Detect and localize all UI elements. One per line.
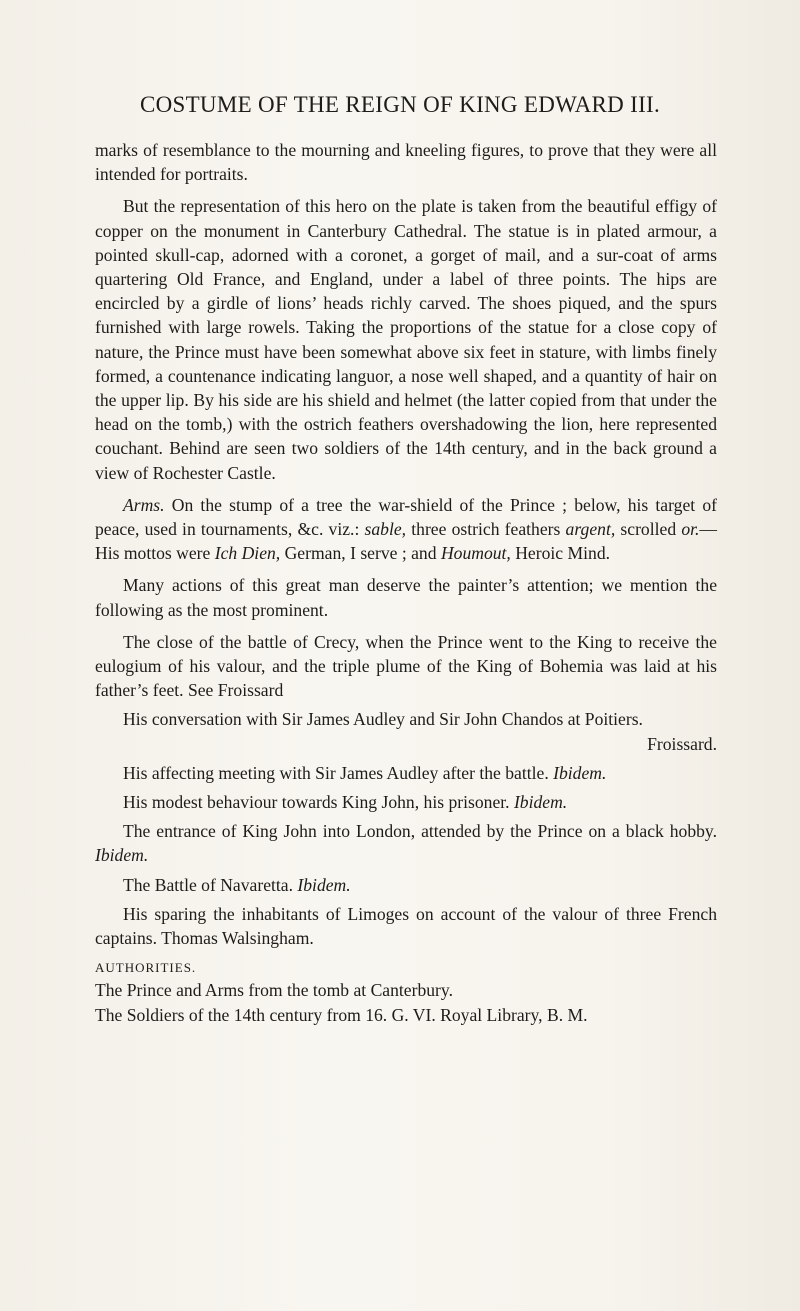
paragraph-poitiers: His conversation with Sir James Audley and Sir John Chandos at Poitiers. Froissard. [95, 707, 717, 755]
paragraph-continuation: marks of resemblance to the mourning and kneeling figures, to prove that they were all intended for portraits. [95, 140, 717, 185]
body-text [95, 138, 717, 1027]
paragraph-navaretta: The Battle of Navaretta. Ibidem. [123, 874, 351, 895]
source-ibidem: Ibidem. [553, 762, 607, 783]
paragraph-audley-meeting: His affecting meeting with Sir James Audley after the battle. Ibidem. [123, 762, 607, 783]
source-froissard: Froissard. [647, 733, 717, 754]
paragraph-effigy: But the representation of this hero on the plate is taken from the beautiful effigy of copper on the monument in Canterbury Cathedral. The statue is in plated armour, a pointed skull-cap, adorned with a coronet, a gorget of mail, and a sur-coat of arms quartering Old France, and England, under a label of three points. The hips are encircled by a girdle of lions’ heads richly carved. The shoes piqued, and the spurs furnished with large rowels. Taking the proportions of the statue for a close copy of nature, the Prince must have been somewhat above six feet in stature, with limbs finely formed, a countenance indicating languor, a nose well shaped, and a quantity of hair on the upper lip. By his side are his shield and helmet (the latter copied from that under the head on the tomb,) with the ostrich feathers overshadowing the lion, here represented couchant. Behind are seen two soldiers of the 14th century, and in the back ground a view of Rochester Castle. [95, 196, 717, 483]
paragraph-london-entrance: The entrance of King John into London, attended by the Prince on a black hobby. Ibidem. [95, 821, 717, 866]
source-ibidem: Ibidem. [297, 874, 351, 895]
motto-ich-dien: Ich Dien, [214, 543, 281, 564]
motto-houmout: Houmout, [440, 543, 511, 564]
arms-label: Arms. [123, 494, 165, 515]
authorities-line-prince: The Prince and Arms from the tomb at Canterbury. [95, 980, 453, 1001]
paragraph-actions-intro: Many actions of this great man deserve the painter’s attention; we mention the following as the most prominent. [95, 575, 717, 620]
paragraph-crecy: The close of the battle of Crecy, when the Prince went to the King to receive the eulogium of his valour, and the triple plume of the King of Bohemia was laid at his father’s feet. See Froissard [95, 631, 717, 701]
paragraph-limoges: His sparing the inhabitants of Limoges on account of the valour of three French captains. Thomas Walsingham. [95, 903, 717, 949]
source-ibidem: Ibidem. [513, 792, 568, 813]
paragraph-king-john: His modest behaviour towards King John, his prisoner. Ibidem. [123, 792, 568, 813]
authorities-heading: AUTHORITIES. [95, 960, 197, 976]
source-ibidem: Ibidem. [95, 845, 149, 866]
running-title: COSTUME OF THE REIGN OF KING EDWARD III. [139, 92, 661, 117]
paragraph-arms: Arms. On the stump of a tree the war-shield of the Prince ; below, his target of peace, used in tournaments, &c. viz.: sable, three ostrich feathers argent, scrolled or.—His mottos were Ich Dien, German, I serve ; and Houmout, Heroic Mind. [95, 494, 717, 564]
authorities-line-soldiers: The Soldiers of the 14th century from 16. G. VI. Royal Library, B. M. [95, 1004, 588, 1025]
